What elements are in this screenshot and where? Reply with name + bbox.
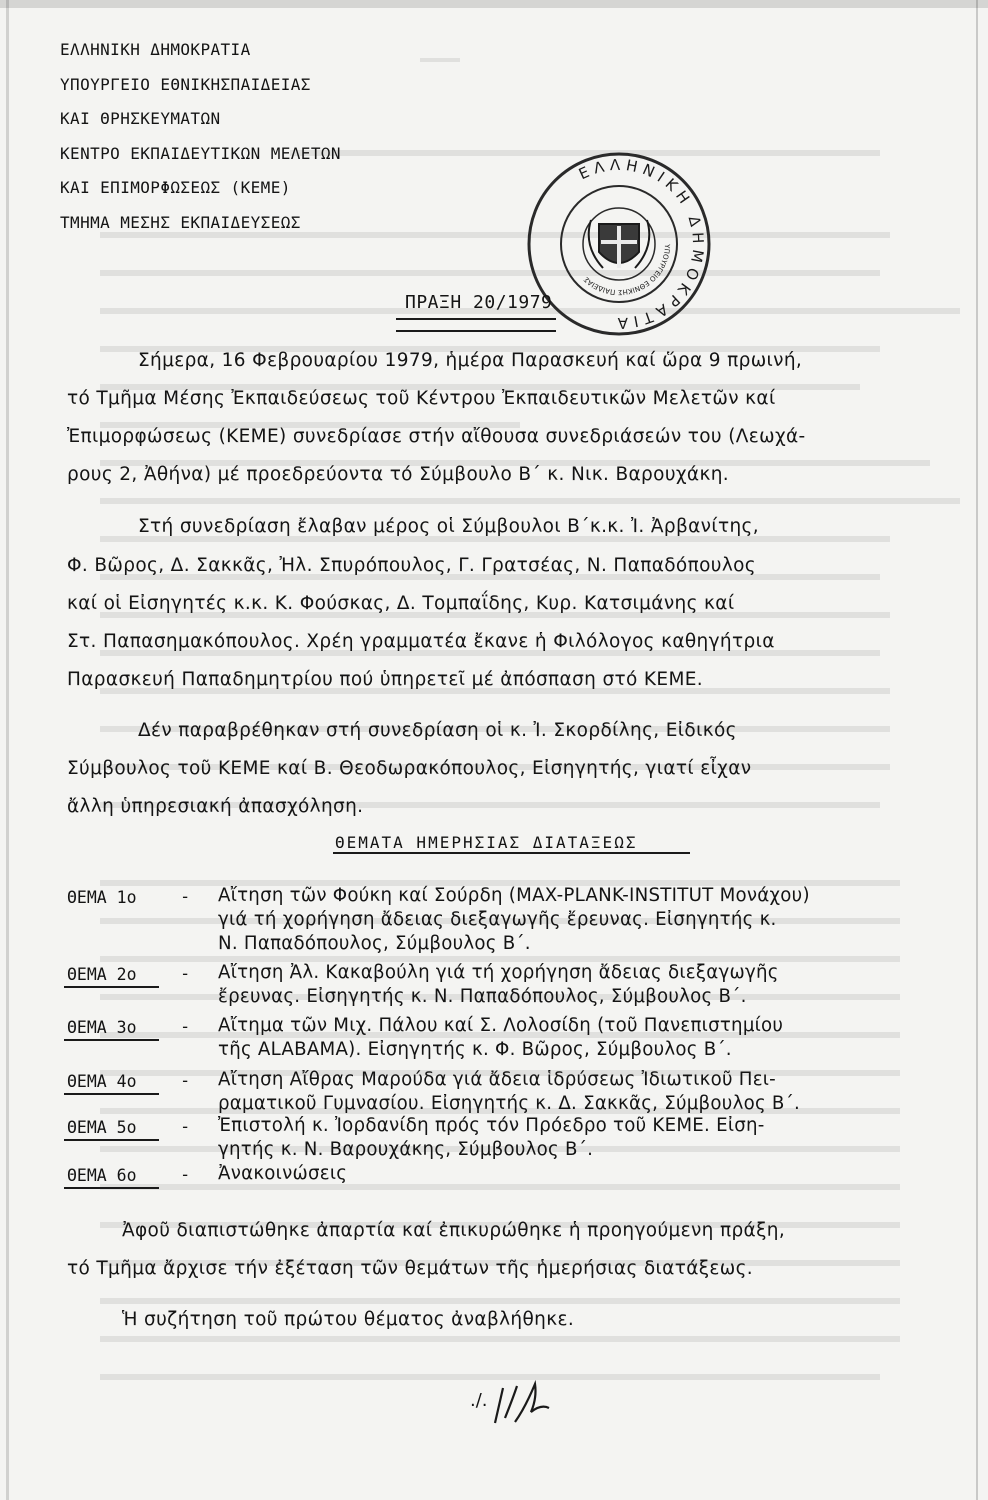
agenda-title: ΘΕΜΑΤΑ ΗΜΕΡΗΣΙΑΣ ΔΙΑΤΑΞΕΩΣ — [335, 833, 638, 852]
paragraph1-line4: ρους 2, Ἀθήνα) μέ προεδρεύοντα τό Σύμβουλο Β΄ κ. Νικ. Βαρουχάκη. — [67, 464, 730, 485]
paragraph3-line1: Δέν παραβρέθηκαν στή συνεδρίαση οἱ κ. Ἰ. Σκορδίλης, Εἰδικός — [138, 720, 737, 741]
agenda-item-6-label: ΘΕΜΑ 6ο — [67, 1166, 137, 1185]
agenda-item-3-line2: τῆς ALABAMA). Εἰσηγητής κ. Φ. Βῶρος, Σύμβουλος Β΄. — [218, 1039, 732, 1060]
agenda-item-5-line1: Ἐπιστολή κ. Ἰορδανίδη πρός τόν Πρόεδρο τοῦ ΚΕΜΕ. Εἰση- — [218, 1115, 765, 1136]
agenda-item-5-line2: γητής κ. Ν. Βαρουχάκης, Σύμβουλος Β΄. — [218, 1139, 594, 1160]
agenda-item-2-dash: - — [180, 964, 191, 984]
title-double-underline — [396, 318, 556, 332]
agenda-item-1-line2: γιά τή χορήγηση ἄδειας διεξαγωγῆς ἔρευνας. Εἰσηγητής κ. — [218, 909, 777, 930]
coat-of-arms-icon — [589, 220, 650, 268]
signature-initials — [465, 1378, 575, 1438]
agenda-item-2-line2: ἔρευνας. Εἰσηγητής κ. Ν. Παπαδόπουλος, Σύμβουλος Β΄. — [218, 986, 747, 1007]
paragraph4-line2: τό Τμῆμα ἄρχισε τήν ἐξέταση τῶν θεμάτων τῆς ἡμερήσιας διατάξεως. — [67, 1258, 754, 1279]
agenda-item-4-dash: - — [180, 1071, 191, 1091]
paragraph4-line1: Ἀφοῦ διαπιστώθηκε ἀπαρτία καί ἐπικυρώθηκε ἡ προηγούμενη πράξη, — [122, 1220, 786, 1241]
official-seal-stamp — [525, 150, 713, 338]
agenda-item-5-underline — [64, 1139, 159, 1141]
paragraph2-line4: Στ. Παπασημακόπουλος. Χρέη γραμματέα ἔκανε ἡ Φιλόλογος καθηγήτρια — [67, 631, 775, 652]
agenda-item-2-underline — [64, 986, 159, 988]
header-line-2: ΥΠΟΥΡΓΕΙΟ ΕΘΝΙΚΗΣΠΑΙΔΕΙΑΣ — [60, 74, 311, 94]
paragraph2-line1: Στή συνεδρίαση ἔλαβαν μέρος οἱ Σύμβουλοι Β΄κ.κ. Ἰ. Ἀρβανίτης, — [138, 516, 759, 537]
agenda-item-1-line3: Ν. Παπαδόπουλος, Σύμβουλος Β΄. — [218, 933, 531, 954]
letterhead — [60, 33, 341, 240]
minutes-title: ΠΡΑΞΗ 20/1979 — [405, 292, 553, 313]
paragraph3-line3: ἄλλη ὑπηρεσιακή ἀπασχόληση. — [67, 796, 364, 817]
agenda-item-4-underline — [64, 1093, 159, 1095]
header-line-4: ΚΕΝΤΡΟ ΕΚΠΑΙΔΕΥΤΙΚΩΝ ΜΕΛΕΤΩΝ — [60, 143, 341, 163]
agenda-item-3-label: ΘΕΜΑ 3ο — [67, 1018, 137, 1037]
paragraph3-line2: Σύμβουλος τοῦ ΚΕΜΕ καί Β. Θεοδωρακόπουλος, Εἰσηγητής, γιατί εἶχαν — [67, 758, 752, 779]
agenda-item-3-line1: Αἴτημα τῶν Μιχ. Πάλου καί Σ. Λολοσίδη (τοῦ Πανεπιστημίου — [218, 1015, 784, 1036]
paragraph1-line1: Σήμερα, 16 Φεβρουαρίου 1979, ἡμέρα Παρασκευή καί ὥρα 9 πρωινή, — [138, 350, 803, 371]
paragraph2-line3: καί οἱ Εἰσηγητές κ.κ. Κ. Φούσκας, Δ. Τομπαΐδης, Κυρ. Κατσιμάνης καί — [67, 593, 735, 614]
agenda-item-6-dash: - — [180, 1165, 191, 1185]
paragraph1-line2: τό Τμῆμα Μέσης Ἐκπαιδεύσεως τοῦ Κέντρου Ἐκπαιδευτικῶν Μελετῶν καί — [67, 388, 776, 409]
header-line-1: ΕΛΛΗΝΙΚΗ ΔΗΜΟΚΡΑΤΙΑ — [60, 40, 251, 59]
agenda-item-1-line1: Αἴτηση τῶν Φούκη καί Σούρδη (MAX-PLANK-INSTITUT Μονάχου) — [218, 885, 810, 906]
agenda-item-5-label: ΘΕΜΑ 5ο — [67, 1118, 137, 1137]
agenda-item-4-line2: ραματικοῦ Γυμνασίου. Εἰσηγητής κ. Δ. Σακκᾶς, Σύμβουλος Β΄. — [218, 1093, 801, 1114]
header-line-3: ΚΑΙ ΘΡΗΣΚΕΥΜΑΤΩΝ — [60, 109, 221, 128]
agenda-item-2-label: ΘΕΜΑ 2ο — [67, 965, 137, 984]
agenda-item-6-line1: Ἀνακοινώσεις — [218, 1163, 348, 1184]
paragraph2-line5: Παρασκευή Παπαδημητρίου πού ὑπηρετεῖ μέ ἀπόσπαση στό ΚΕΜΕ. — [67, 669, 704, 690]
agenda-item-3-underline — [64, 1039, 159, 1041]
stamp-outer-text: ΕΛΛΗΝΙΚΗ ΔΗΜΟΚΡΑΤΙΑ — [575, 155, 708, 333]
agenda-item-2-line1: Αἴτηση Ἀλ. Κακαβούλη γιά τή χορήγηση ἄδειας διεξαγωγῆς — [218, 962, 779, 983]
agenda-item-4-label: ΘΕΜΑ 4ο — [67, 1072, 137, 1091]
paragraph5: Ἡ συζήτηση τοῦ πρώτου θέματος ἀναβλήθηκε. — [122, 1309, 575, 1330]
agenda-title-underline — [333, 852, 690, 854]
agenda-item-6-underline — [64, 1187, 159, 1189]
agenda-item-1-dash: - — [180, 887, 191, 907]
header-line-5: ΚΑΙ ΕΠΙΜΟΡΦΩΣΕΩΣ (ΚΕΜΕ) — [60, 178, 291, 197]
agenda-item-4-line1: Αἴτηση Αἴθρας Μαρούδα γιά ἄδεια ἱδρύσεως Ἰδιωτικοῦ Πει- — [218, 1069, 776, 1090]
header-line-6: ΤΜΗΜΑ ΜΕΣΗΣ ΕΚΠΑΙΔΕΥΣΕΩΣ — [60, 212, 301, 232]
paragraph1-line3: Ἐπιμορφώσεως (ΚΕΜΕ) συνεδρίασε στήν αἴθουσα συνεδριάσεών του (Λεωχά- — [67, 426, 806, 447]
agenda-item-1-label: ΘΕΜΑ 1ο — [67, 888, 137, 907]
continuation-mark: ./. — [470, 1390, 488, 1411]
agenda-item-3-dash: - — [180, 1017, 191, 1037]
stamp-inner-text: ΥΠΟΥΡΓΕΙΟ ΕΘΝΙΚΗΣ ΠΑΙΔΕΙΑΣ — [582, 243, 672, 297]
agenda-item-5-dash: - — [180, 1117, 191, 1137]
paragraph2-line2: Φ. Βῶρος, Δ. Σακκᾶς, Ἠλ. Σπυρόπουλος, Γ. Γρατσέας, Ν. Παπαδόπουλος — [67, 555, 756, 576]
